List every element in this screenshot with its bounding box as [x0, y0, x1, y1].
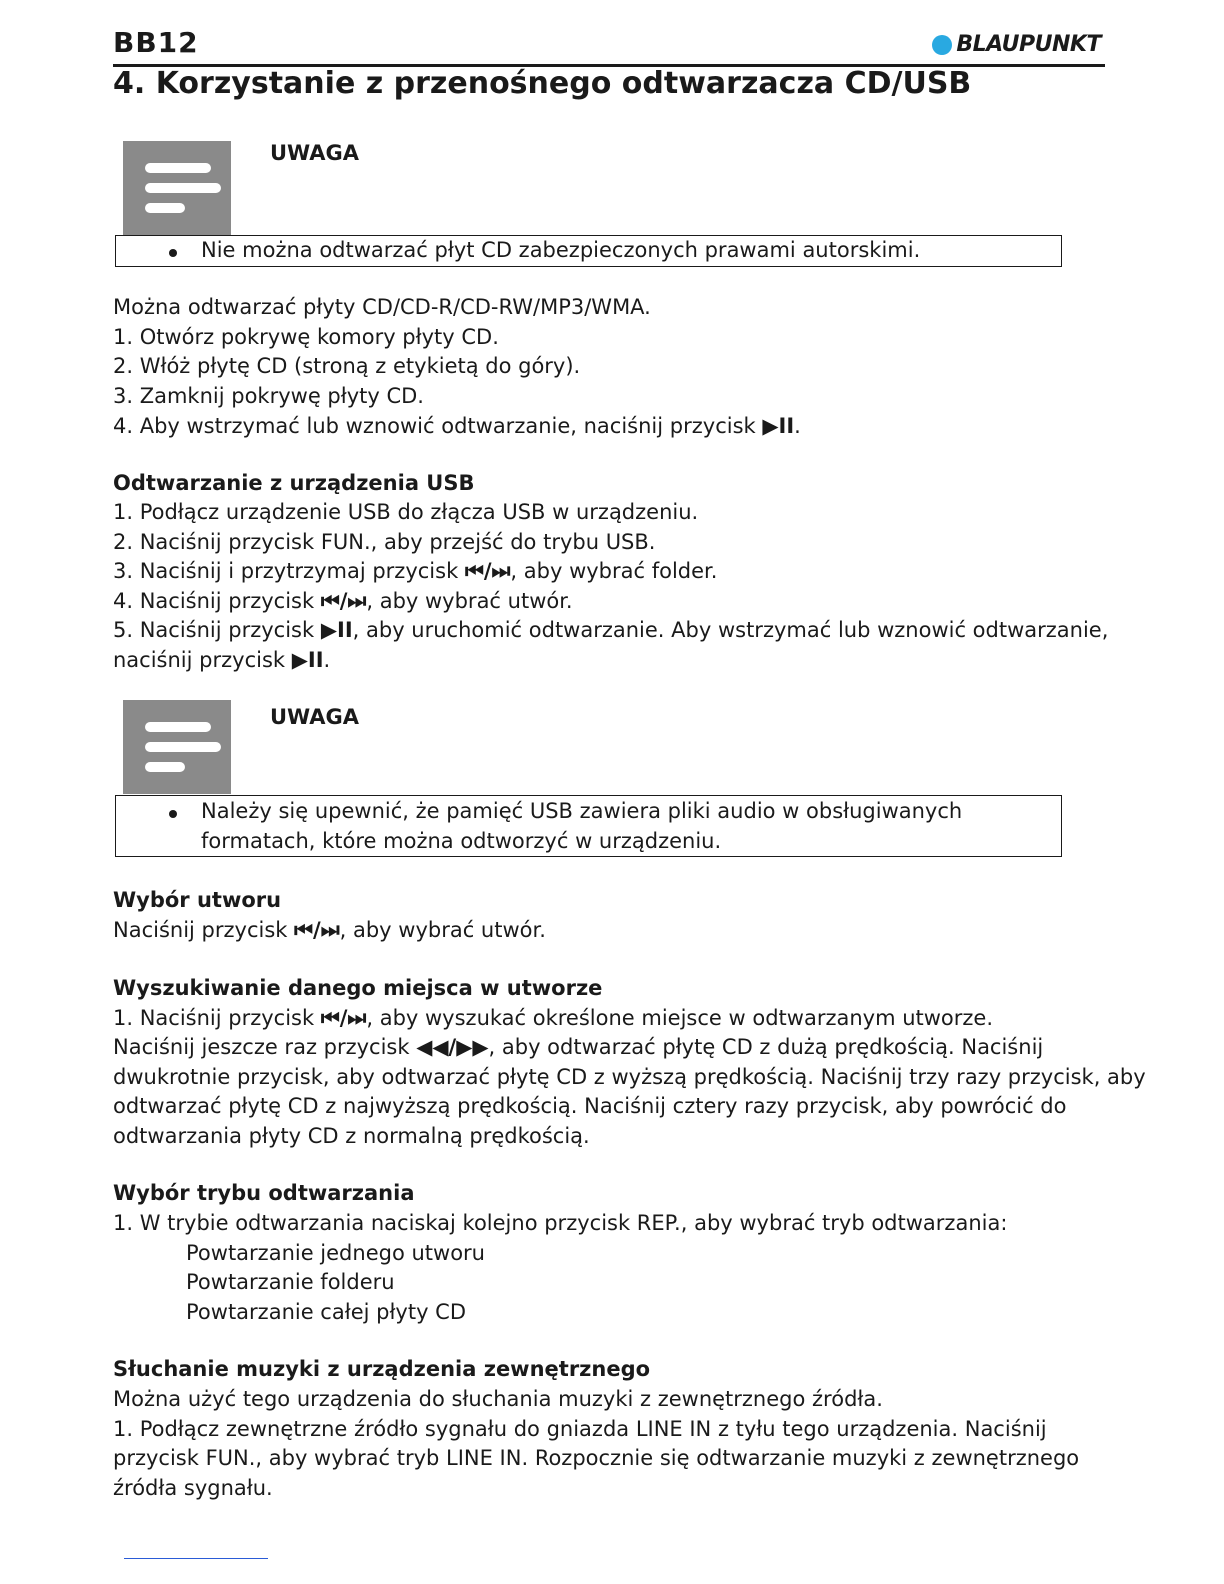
- external-heading: Słuchanie muzyki z urządzenia zewnętrznego: [113, 1357, 651, 1381]
- prev-next-icon: ⏮/⏭: [320, 589, 367, 613]
- brand-logo: [932, 32, 1101, 57]
- search-line-3: dwukrotnie przycisk, aby odtwarzać płytę CD z wyższą prędkością. Naciśnij trzy razy przycisk, aby: [113, 1065, 1146, 1089]
- cd-step-3: 3. Zamknij pokrywę płyty CD.: [113, 384, 424, 408]
- cd-step-2: 2. Włóż płytę CD (stroną z etykietą do góry).: [113, 354, 581, 378]
- note-heading: UWAGA: [270, 141, 360, 165]
- cd-step-1: 1. Otwórz pokrywę komory płyty CD.: [113, 325, 499, 349]
- play-pause-icon: ▶II: [320, 618, 353, 642]
- note-box: [115, 795, 1062, 857]
- bullet-icon: [169, 249, 177, 257]
- play-pause-icon: ▶II: [291, 648, 324, 672]
- rewind-forward-icon: ◀◀/▶▶: [416, 1035, 489, 1059]
- track-heading: Wybór utworu: [113, 888, 282, 912]
- mode-option: Powtarzanie folderu: [186, 1270, 395, 1294]
- track-line: Naciśnij przycisk ⏮/⏭, aby wybrać utwór.: [113, 918, 546, 942]
- prev-next-icon: ⏮/⏭: [294, 918, 340, 942]
- cd-step-4: 4. Aby wstrzymać lub wznowić odtwarzanie, naciśnij przycisk ▶II.: [113, 414, 801, 438]
- external-line-4: źródła sygnału.: [113, 1476, 273, 1500]
- mode-heading: Wybór trybu odtwarzania: [113, 1181, 415, 1205]
- search-line-5: odtwarzania płyty CD z normalną prędkością.: [113, 1124, 590, 1148]
- external-line-3: przycisk FUN., aby wybrać tryb LINE IN. Rozpocznie się odtwarzanie muzyki z zewnętrznego: [113, 1446, 1080, 1470]
- usb-step-1: 1. Podłącz urządzenie USB do złącza USB w urządzeniu.: [113, 500, 699, 524]
- mode-option: Powtarzanie jednego utworu: [186, 1241, 485, 1265]
- mode-option: Powtarzanie całej płyty CD: [186, 1300, 467, 1324]
- search-heading: Wyszukiwanie danego miejsca w utworze: [113, 976, 603, 1000]
- search-line-4: odtwarzać płytę CD z najwyższą prędkością. Naciśnij cztery razy przycisk, aby powrócić do: [113, 1094, 1067, 1118]
- note-heading: UWAGA: [270, 705, 360, 729]
- external-line-1: Można użyć tego urządzenia do słuchania muzyki z zewnętrznego źródła.: [113, 1387, 883, 1411]
- note-text: Nie można odtwarzać płyt CD zabezpieczonych prawami autorskimi.: [201, 238, 921, 262]
- external-line-2: 1. Podłącz zewnętrzne źródło sygnału do gniazda LINE IN z tyłu tego urządzenia. Naciśnij: [113, 1417, 1047, 1441]
- brand-dot-icon: [932, 35, 952, 55]
- mode-line-1: 1. W trybie odtwarzania naciskaj kolejno przycisk REP., aby wybrać tryb odtwarzania:: [113, 1211, 1008, 1235]
- usb-step-5-cont: naciśnij przycisk ▶II.: [113, 648, 331, 672]
- note-lines-icon: [123, 141, 231, 235]
- play-pause-icon: ▶II: [762, 414, 795, 438]
- prev-next-icon: ⏮/⏭: [464, 559, 511, 583]
- prev-next-icon: ⏮/⏭: [320, 1006, 367, 1030]
- search-line-1: 1. Naciśnij przycisk ⏮/⏭, aby wyszukać określone miejsce w odtwarzanym utworze.: [113, 1006, 994, 1030]
- note-text: formatach, które można odtworzyć w urządzeniu.: [201, 829, 722, 853]
- search-line-2: Naciśnij jeszcze raz przycisk ◀◀/▶▶, aby odtwarzać płytę CD z dużą prędkością. Naciśnij: [113, 1035, 1044, 1059]
- note-box: [115, 235, 1062, 267]
- page-header: [113, 26, 1105, 67]
- usb-heading: Odtwarzanie z urządzenia USB: [113, 471, 475, 495]
- cd-intro: Można odtwarzać płyty CD/CD-R/CD-RW/MP3/WMA.: [113, 295, 651, 319]
- note-lines-icon: [123, 700, 231, 794]
- usb-step-4: 4. Naciśnij przycisk ⏮/⏭, aby wybrać utwór.: [113, 589, 573, 613]
- model-name: BB12: [113, 26, 199, 59]
- footer-rule: [124, 1558, 268, 1559]
- note-text: Należy się upewnić, że pamięć USB zawiera pliki audio w obsługiwanych: [201, 799, 963, 823]
- usb-step-3: 3. Naciśnij i przytrzymaj przycisk ⏮/⏭, aby wybrać folder.: [113, 559, 718, 583]
- bullet-icon: [169, 810, 177, 818]
- usb-step-5: 5. Naciśnij przycisk ▶II, aby uruchomić odtwarzanie. Aby wstrzymać lub wznowić odtwarzanie,: [113, 618, 1109, 642]
- usb-step-2: 2. Naciśnij przycisk FUN., aby przejść do trybu USB.: [113, 530, 656, 554]
- brand-name: BLAUPUNKT: [956, 32, 1101, 57]
- page-title: 4. Korzystanie z przenośnego odtwarzacza CD/USB: [113, 66, 972, 101]
